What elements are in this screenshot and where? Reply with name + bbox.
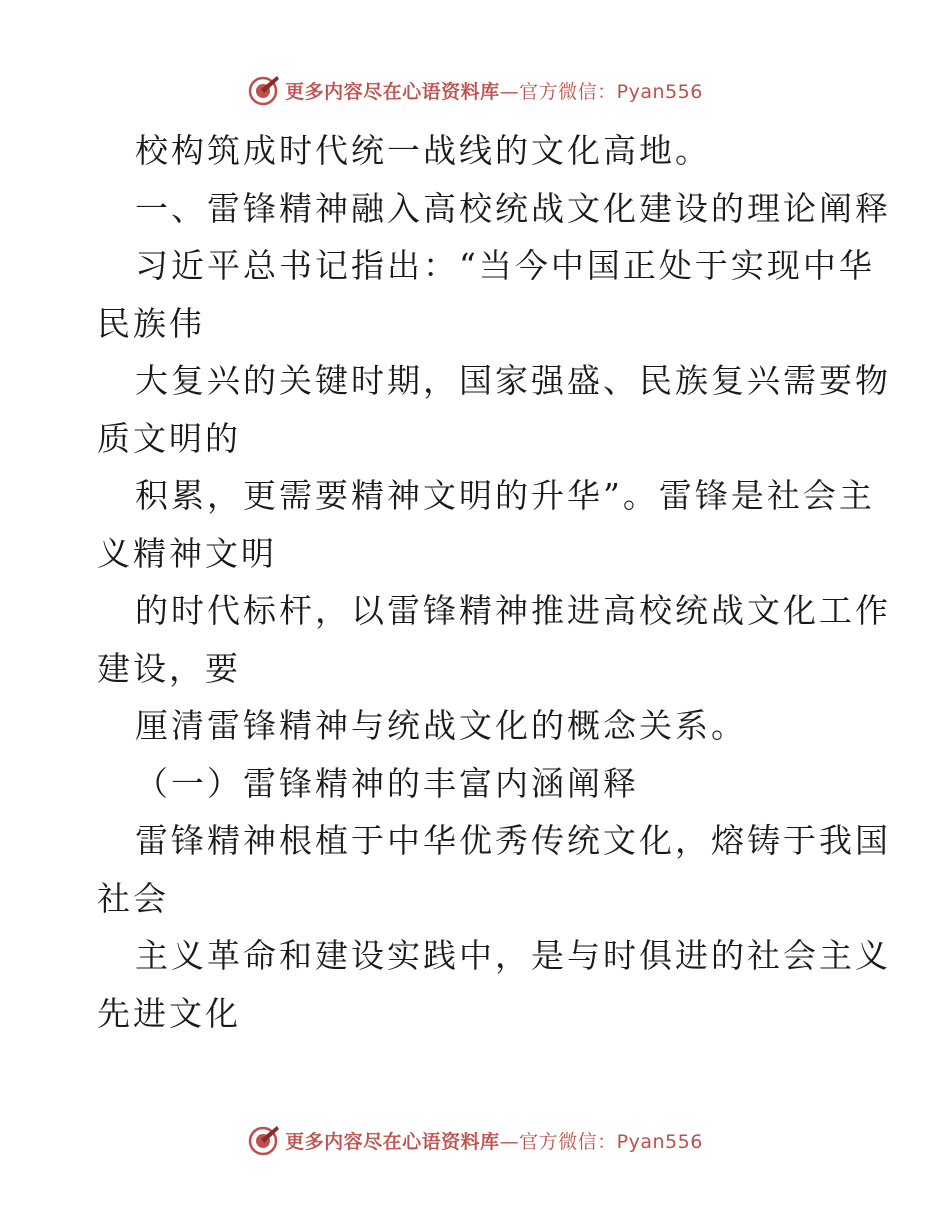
- seal-pen-icon: [247, 1123, 281, 1157]
- text-line: 建设，要: [97, 648, 241, 688]
- seal-pen-icon: [247, 73, 281, 107]
- header-watermark: [0, 70, 950, 110]
- text-line: 民族伟: [97, 303, 205, 343]
- text-line: 义精神文明: [97, 533, 277, 573]
- document-body: [97, 122, 891, 1042]
- text-line: 厘清雷锋精神与统战文化的概念关系。: [135, 706, 747, 745]
- text-line: 的时代标杆，以雷锋精神推进高校统战文化工作: [135, 591, 891, 630]
- watermark-text: 更多内容尽在心语资料库—官方微信：Pyan556: [285, 80, 703, 103]
- text-line: 雷锋精神根植于中华优秀传统文化，熔铸于我国: [135, 821, 891, 860]
- text-line: 社会: [97, 878, 169, 918]
- text-line: 主义革命和建设实践中，是与时俱进的社会主义: [135, 936, 891, 975]
- text-line: 习近平总书记指出：“当今中国正处于实现中华: [135, 246, 875, 285]
- text-line: 一、雷锋精神融入高校统战文化建设的理论阐释: [135, 188, 891, 228]
- text-line: （一）雷锋精神的丰富内涵阐释: [135, 763, 639, 803]
- text-line: 质文明的: [97, 418, 241, 458]
- text-line: 大复兴的关键时期，国家强盛、民族复兴需要物: [135, 361, 891, 400]
- text-line: 先进文化: [97, 993, 241, 1033]
- text-line: 积累，更需要精神文明的升华”。雷锋是社会主: [135, 476, 875, 515]
- watermark-text: 更多内容尽在心语资料库—官方微信：Pyan556: [285, 1130, 703, 1153]
- footer-watermark: [0, 1120, 950, 1160]
- text-line: 校构筑成时代统一战线的文化高地。: [135, 131, 711, 170]
